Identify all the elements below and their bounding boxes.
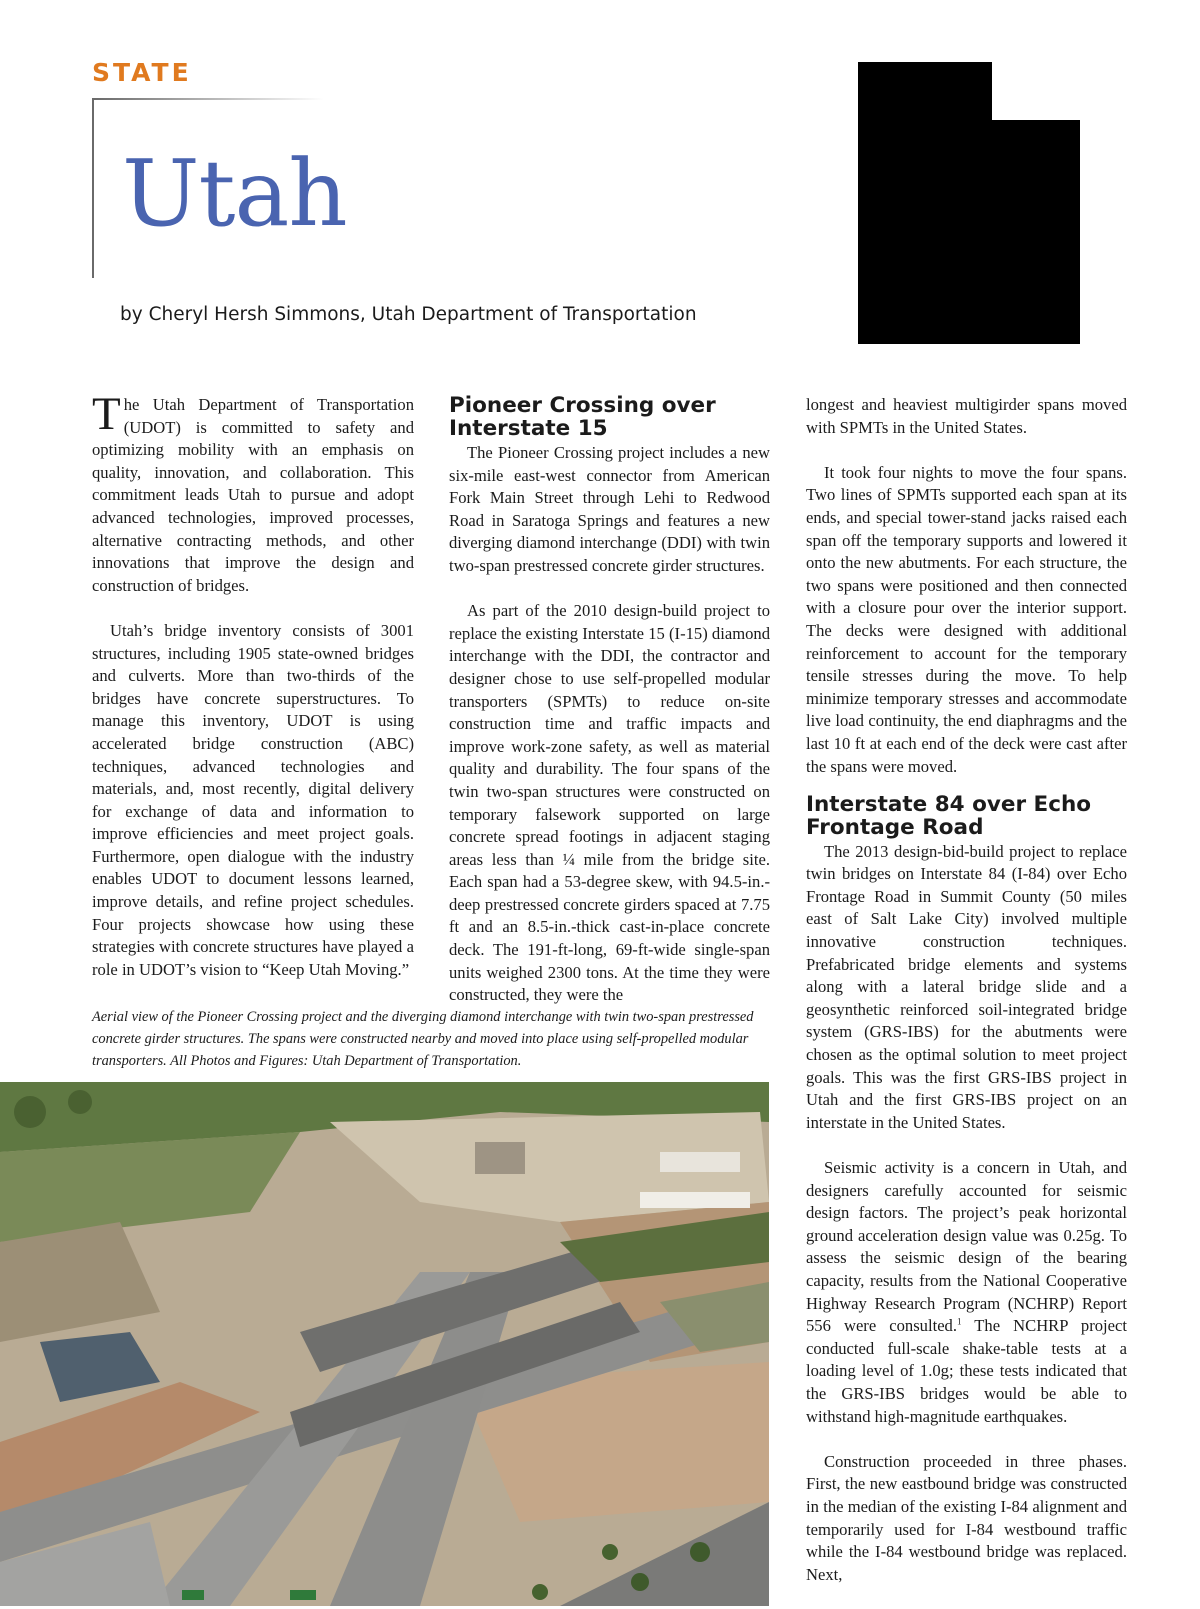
aerial-photo-illustration — [0, 1082, 769, 1606]
intro-paragraph — [92, 388, 414, 597]
utah-state-outline-icon — [856, 60, 1082, 346]
section-heading: Interstate 84 over Echo Frontage Road — [806, 791, 1092, 840]
paragraph: The 2013 design-bid-build project to replace twin bridges on Interstate 84 (I-84) over Echo Frontage Road in Summit County (50 miles east of Salt Lake City) involved multiple innovative construction techniques. Prefabricated bridge elements and systems along with a lateral bridge slide and a geosynthetic reinforced soil-integrated bridge system (GRS-IBS) for the abutments were chosen as the optimal solution to meet project goals. This was the first GRS-IBS project in Utah and the first GRS-IBS project on an interstate in the United States. — [806, 841, 1127, 1132]
figure-caption: Aerial view of the Pioneer Crossing project and the diverging diamond interchange with twin two-span prestressed concrete girder structures. The spans were constructed nearby and moved into place using self-propelled modular transporters. All Photos and Figures: Utah Department of Transportation. — [92, 1009, 754, 1069]
paragraph: The Pioneer Crossing project includes a new six-mile east-west connector from American Fork Main Street through Lehi to Redwood Road in Saratoga Springs and features a new diverging diamond interchange (DDI) with twin two-span prestressed concrete girder structures. — [449, 443, 770, 575]
drop-cap: T — [92, 388, 121, 440]
paragraph: It took four nights to move the four spans. Two lines of SPMTs supported each span at its ends, and special tower-stand jacks raised each span off the temporary supports and lowered it onto the new abutments. For each structure, the two spans were positioned and then connected with a closure pour over the interior support. The decks were designed with additional reinforcement to account for the temporary tensile stresses during the move. To help minimize temporary stresses and accommodate live load continuity, the end diaphragms and the last 10 ft at each end of the deck were cast after the spans were moved. — [806, 462, 1127, 776]
paragraph-text: Seismic activity is a concern in Utah, and designers carefully accounted for seismic design factors. The project’s peak horizontal ground acceleration design value was 0.25g. To assess the seismic design of the bearing capacity, results from the National Cooperative Highway Research Program (NCHRP) Report 556 were consulted. — [806, 1158, 1127, 1336]
aerial-photo — [0, 1082, 769, 1606]
section-label: STATE — [92, 58, 192, 87]
paragraph: Construction proceeded in three phases. First, the new eastbound bridge was constructed in the median of the existing I-84 alignment and temporarily used for I-84 westbound traffic while the I-84 westbound bridge was replaced. Next, — [806, 1451, 1127, 1584]
byline: by Cheryl Hersh Simmons, Utah Department of Transportation — [120, 304, 697, 325]
column-1 — [92, 388, 414, 1004]
paragraph: As part of the 2010 design-build project to replace the existing Interstate 15 (I-15) diamond interchange with the DDI, the contractor and designer chose to use self-propelled modular transporters (SPMTs) to reduce on-site construction time and traffic impacts and improve work-zone safety, as well as material quality and durability. The four spans of the twin two-span structures were constructed on temporary falsework supported on large concrete spread footings in adjacent staging areas less than ¼ mile from the bridge site. Each span had a 53-degree skew, with 94.5-in.-deep prestressed concrete girders spaced at 7.75 ft and an 8.5-in.-thick cast-in-place concrete deck. The 191-ft-long, 69-ft-wide single-span units weighed 2300 tons. At the time they were constructed, they were the — [449, 601, 770, 1005]
paragraph — [806, 1157, 1127, 1428]
paragraph: Utah’s bridge inventory consists of 3001 structures, including 1905 state-owned bridges and culverts. More than two-thirds of the bridges have concrete superstructures. To manage this inventory, UDOT is using accelerated bridge construction (ABC) techniques, advanced technologies and materials, and, most recently, digital delivery for exchange of data and information to improve efficiencies and meet project goals. Furthermore, open dialogue with the industry enables UDOT to document lessons learned, improve details, and refine project schedules. Four projects showcase how using these strategies with concrete structures have played a role in UDOT’s vision to “Keep Utah Moving.” — [92, 620, 414, 979]
footnote-ref[interactable]: 1 — [957, 1316, 962, 1327]
section-heading: Pioneer Crossing over Interstate 15 — [449, 393, 716, 441]
article-title: Utah — [122, 140, 347, 247]
column-3 — [806, 394, 1127, 1609]
paragraph-continued: longest and heaviest multigirder spans moved with SPMTs in the United States. — [806, 395, 1127, 437]
column-2 — [449, 394, 770, 1029]
intro-text: he Utah Department of Transportation (UDOT) is committed to safety and optimizing mobility with an emphasis on quality, innovation, and collaboration. This commitment leads Utah to pursue and adopt advanced technologies, improved processes, alternative contracting methods, and other innovations that improve the design and construction of bridges. — [92, 395, 414, 595]
paragraph-text: The NCHRP project conducted full-scale shake-table tests at a loading level of 1.0g; these tests indicated that the GRS-IBS bridges would be able to withstand high-magnitude earthquakes. — [806, 1316, 1127, 1426]
